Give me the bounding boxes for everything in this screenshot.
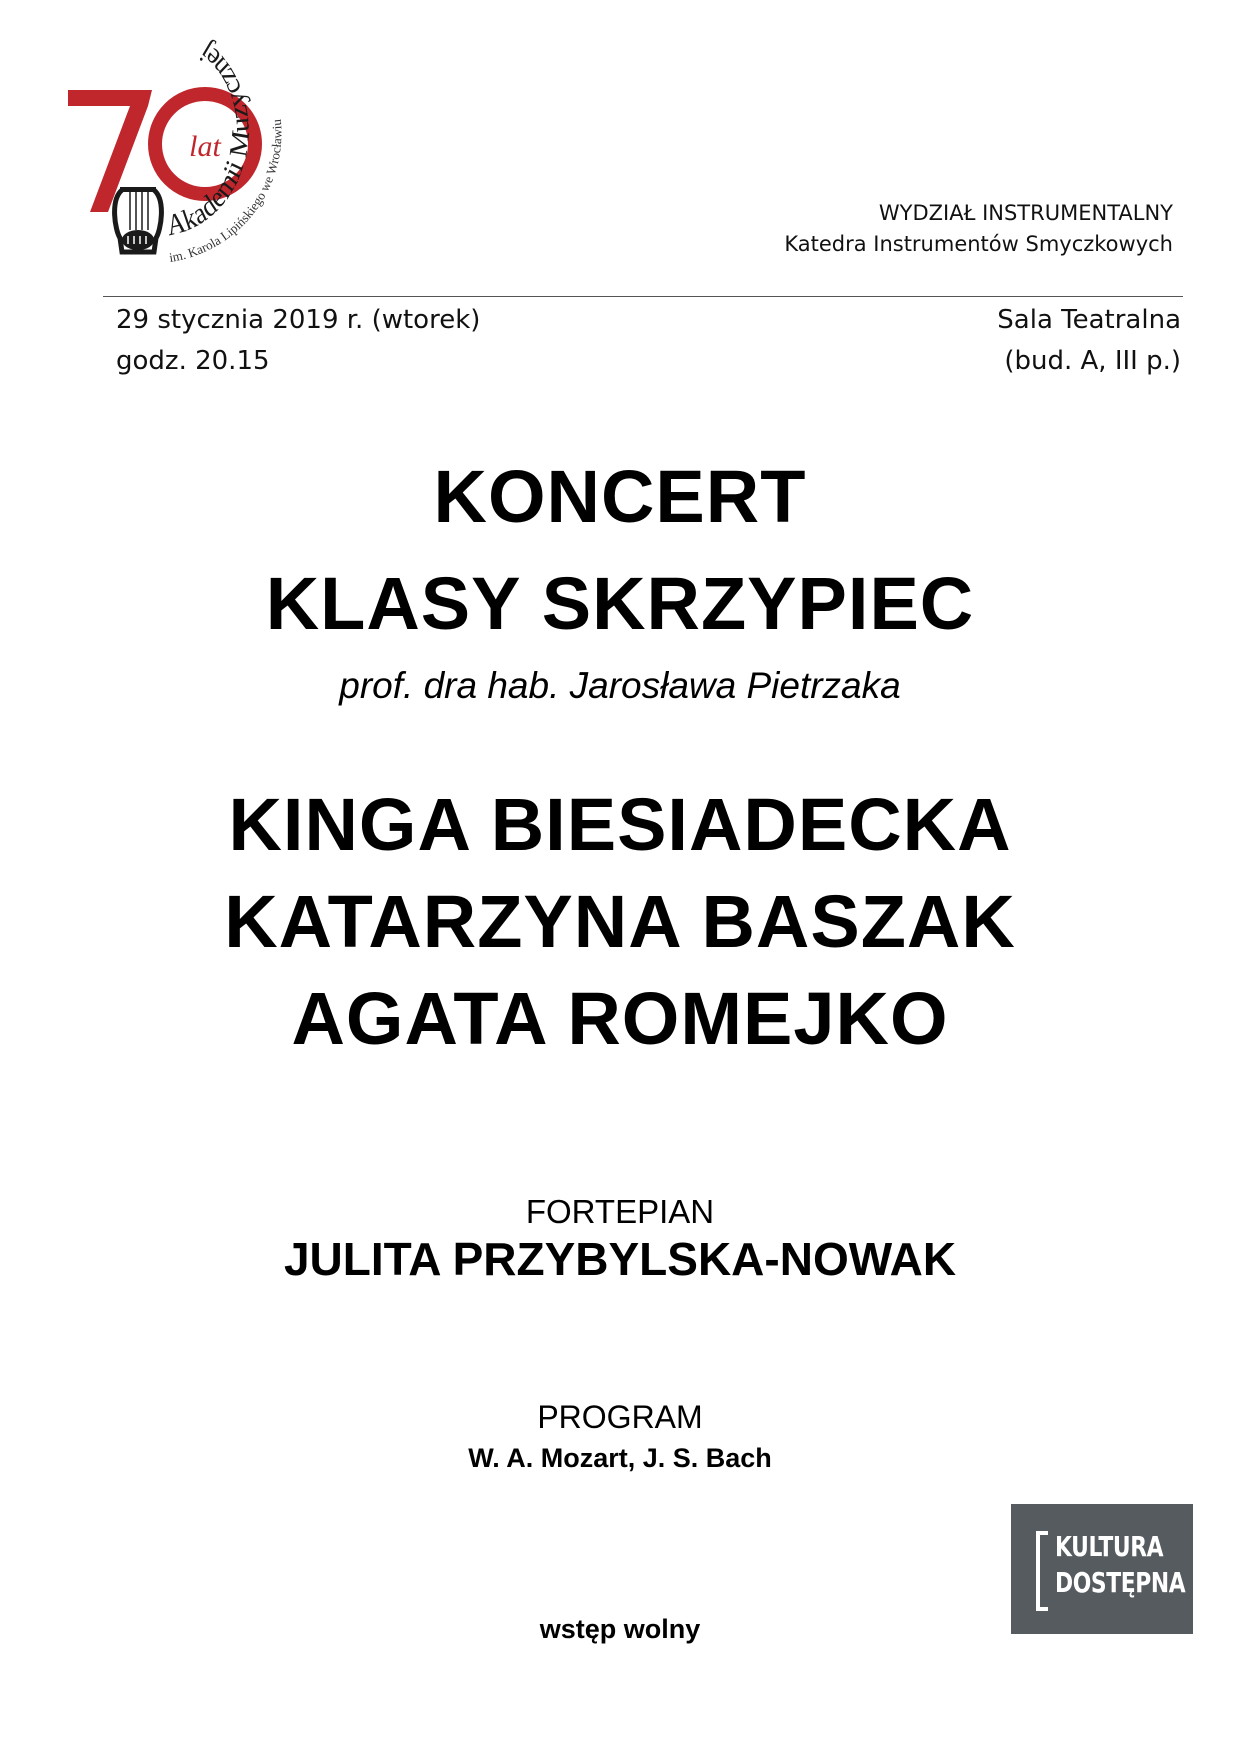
performer-3: AGATA ROMEJKO [291, 977, 949, 1060]
pianist-name: JULITA PRZYBYLSKA-NOWAK [283, 1233, 957, 1285]
chair-name: Katedra Instrumentów Smyczkowych [784, 232, 1173, 256]
bracket-icon [1036, 1531, 1048, 1611]
performer-2: KATARZYNA BASZAK [224, 880, 1016, 963]
venue-name: Sala Teatralna [997, 305, 1181, 335]
arc-academy-text: Akademii Muzycznej [164, 35, 256, 243]
program-composers: W. A. Mozart, J. S. Bach [468, 1443, 772, 1473]
event-date: 29 stycznia 2019 r. (wtorek) [116, 305, 481, 335]
concert-title-line2: KLASY SKRZYPIEC [265, 562, 975, 645]
professor-line: prof. dra hab. Jarosława Pietrzaka [339, 665, 901, 706]
event-time: godz. 20.15 [116, 346, 270, 376]
arc-patron-text: im. Karola Lipińskiego we Wrocławiu [168, 118, 285, 265]
admission-text: wstęp wolny [539, 1614, 701, 1644]
seven-glyph [68, 90, 152, 212]
performer-1: KINGA BIESIADECKA [228, 783, 1012, 866]
piano-label: FORTEPIAN [525, 1193, 715, 1230]
badge-line2: DOSTĘPNA [1055, 1566, 1186, 1599]
program-label: PROGRAM [537, 1399, 703, 1435]
venue-detail: (bud. A, III p.) [1004, 346, 1181, 376]
date-time-block [116, 300, 480, 382]
kultura-dostepna-badge [1011, 1504, 1193, 1634]
logo-graphic [60, 30, 350, 280]
concert-title-line1: KONCERT [433, 455, 807, 538]
lyre-icon [115, 187, 162, 252]
badge-line1: KULTURA [1055, 1530, 1164, 1563]
header-divider [103, 296, 1183, 297]
academy-70-years-logo [60, 30, 350, 280]
department-name: WYDZIAŁ INSTRUMENTALNY [878, 201, 1173, 225]
venue-block [997, 300, 1181, 382]
department-block [784, 198, 1173, 260]
lat-text: lat [189, 130, 221, 163]
